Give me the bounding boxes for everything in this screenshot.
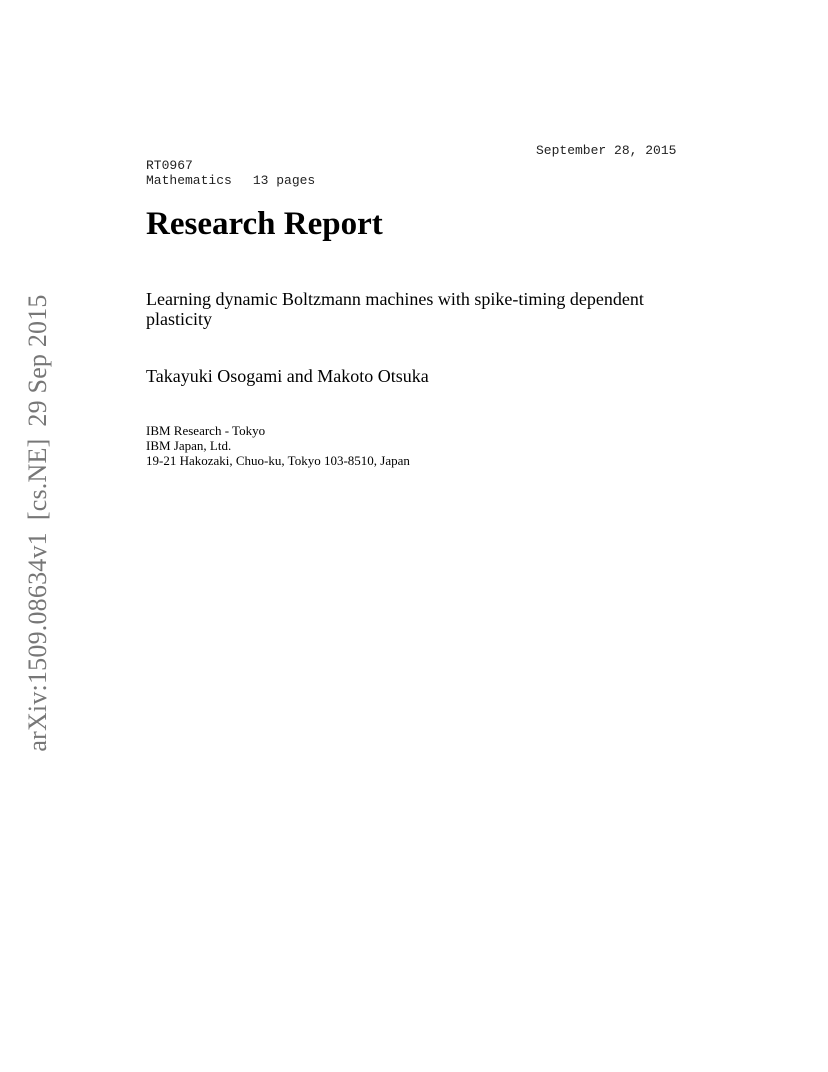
affiliation-line: IBM Japan, Ltd. xyxy=(146,438,232,453)
arxiv-stamp xyxy=(23,294,53,751)
paper-title: Learning dynamic Boltzmann machines with spike-timing dependent plasticity xyxy=(146,289,644,329)
report-heading: Research Report xyxy=(146,206,383,242)
arxiv-date: 29 Sep 2015 xyxy=(23,294,52,427)
arxiv-id: arXiv:1509.08634v1 xyxy=(23,532,52,752)
report-category: Mathematics xyxy=(146,173,232,188)
affiliation-line: 19-21 Hakozaki, Chuo-ku, Tokyo 103-8510, Japan xyxy=(146,453,410,468)
report-number: RT0967 xyxy=(146,158,193,173)
report-date: September 28, 2015 xyxy=(536,143,677,158)
affiliation-line: IBM Research - Tokyo xyxy=(146,423,266,438)
arxiv-subject: [cs.NE] xyxy=(23,438,52,521)
report-page-count: 13 pages xyxy=(252,173,316,188)
paper-authors: Takayuki Osogami and Makoto Otsuka xyxy=(146,366,429,386)
affiliation-block xyxy=(146,423,410,468)
report-meta xyxy=(146,173,315,188)
